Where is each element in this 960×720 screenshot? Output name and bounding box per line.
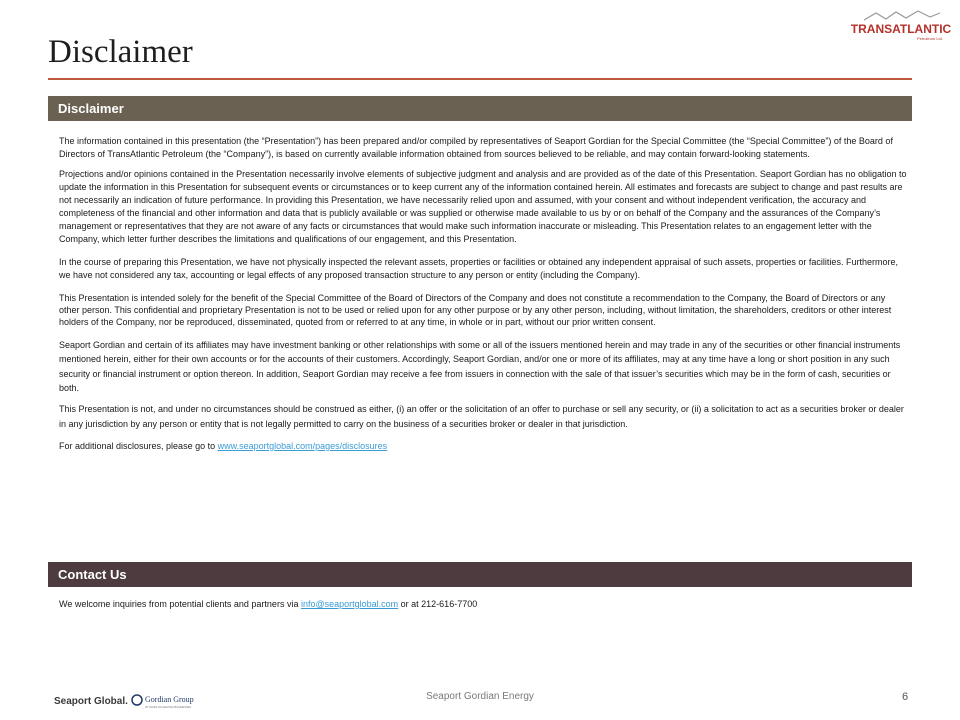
disclaimer-paragraph-6: This Presentation is not, and under no circumstances should be construed as either, (i) an offer or the solicitation of an offer to purchase or sell any security, or (ii) a solicitation to act as a securities broker or dealer in any jurisdiction by any person or entity that is not legally permitted to carry on the business of a securities broker or dealer in that jurisdiction. bbox=[59, 404, 904, 429]
title-divider bbox=[48, 78, 912, 80]
disclaimer-paragraph-1: The information contained in this presentation (the “Presentation”) has been prepared and/or compiled by representatives of Seaport Gordian for the Special Committee (the “Special Committee”) of the Board of Directors of TransAtlantic Petroleum (the “Company”), is based on currently available information obtained from sources believed to be reliable, and may contain forward-looking statements. bbox=[59, 136, 893, 159]
logo-text: TRANSATLANTIC bbox=[850, 22, 952, 36]
disclaimer-section-header: Disclaimer bbox=[48, 96, 912, 121]
transatlantic-logo bbox=[850, 10, 952, 42]
page-title: Disclaimer bbox=[48, 34, 193, 70]
gordian-logo-text: Gordian Group bbox=[145, 695, 194, 704]
disclaimer-paragraph-4: This Presentation is intended solely for the benefit of the Special Committee of the Board of Directors of the Company and does not constitute a recommendation to the Company, the Board of Directors or any other person. This confidential and proprietary Presentation is not to be used or relied upon for any other purpose or by any other person, including, without limitation, the shareholders, creditors or other interest holders of the Company, nor be reproduced, disseminated, quoted from or referred to at any time, in whole or in part, without our prior written consent. bbox=[59, 292, 892, 327]
logo-subtext: Petroleum Ltd. bbox=[916, 36, 944, 41]
disclosures-link[interactable]: www.seaportglobal.com/pages/disclosures bbox=[217, 441, 388, 451]
seaport-global-logo: Seaport Global. bbox=[54, 696, 128, 707]
disclaimer-paragraph-2: Projections and/or opinions contained in the Presentation necessarily involve elements of subjective judgment and analysis and are provided as of the date of this Presentation. Seaport Gordian has no obligation to update the information in this Presentation for subsequent events or circumstances or to keep current any of the information contained herein. All estimates and forecasts are subject to change and past results are not necessarily an indication of future performance. In providing this Presentation, we have necessarily relied upon and assumed, with your consent and without independent verification, the accuracy and completeness of the financial and other information and data that is publicly available or was supplied or otherwise made available to us by or on behalf of the Company and the assurances of the Company’s management or representatives that they are not aware of any facts or circumstances that would make such information inaccurate or misleading. This Presentation relates to an engagement letter with the Company, which letter further describes the limitations and qualifications of our engagement, and this Presentation. bbox=[59, 168, 907, 244]
disclosures-prefix: For additional disclosures, please go to bbox=[59, 441, 218, 451]
page-number: 6 bbox=[902, 691, 909, 703]
contact-prefix: We welcome inquiries from potential clients and partners via bbox=[59, 599, 301, 609]
contact-email-link[interactable]: info@seaportglobal.com bbox=[300, 599, 399, 609]
disclaimer-body bbox=[59, 135, 907, 460]
footer-center-text: Seaport Gordian Energy bbox=[426, 691, 534, 702]
gordian-tagline: 25 YEARS OF HELPING BUSINESSES bbox=[145, 706, 192, 709]
disclaimer-paragraph-3: In the course of preparing this Presentation, we have not physically inspected the relevant assets, properties or facilities or obtained any independent appraisal of such assets, properties or facilities. Furthermore, we have not considered any tax, accounting or legal effects of any proposed transaction structure to any person or entity (including the Company). bbox=[59, 256, 898, 280]
contact-line bbox=[59, 598, 907, 611]
disclosures-line bbox=[59, 440, 907, 453]
contact-section-header: Contact Us bbox=[48, 562, 912, 587]
disclaimer-paragraph-5: Seaport Gordian and certain of its affiliates may have investment banking or other relationships with some or all of the issuers mentioned herein and may trade in any of the securities or other financial instruments mentioned herein, either for their own accounts or for the accounts of their customers. Accordingly, Seaport Gordian, and/or one or more of its affiliates, may at any time have a long or short position in any such security or financial instrument or option thereon. In addition, Seaport Gordian may receive a fee from issuers in connection with the sale of that issuer’s securities which may be in the form of cash, securities or both. bbox=[59, 339, 901, 393]
contact-suffix: or at 212-616-7700 bbox=[398, 599, 478, 609]
